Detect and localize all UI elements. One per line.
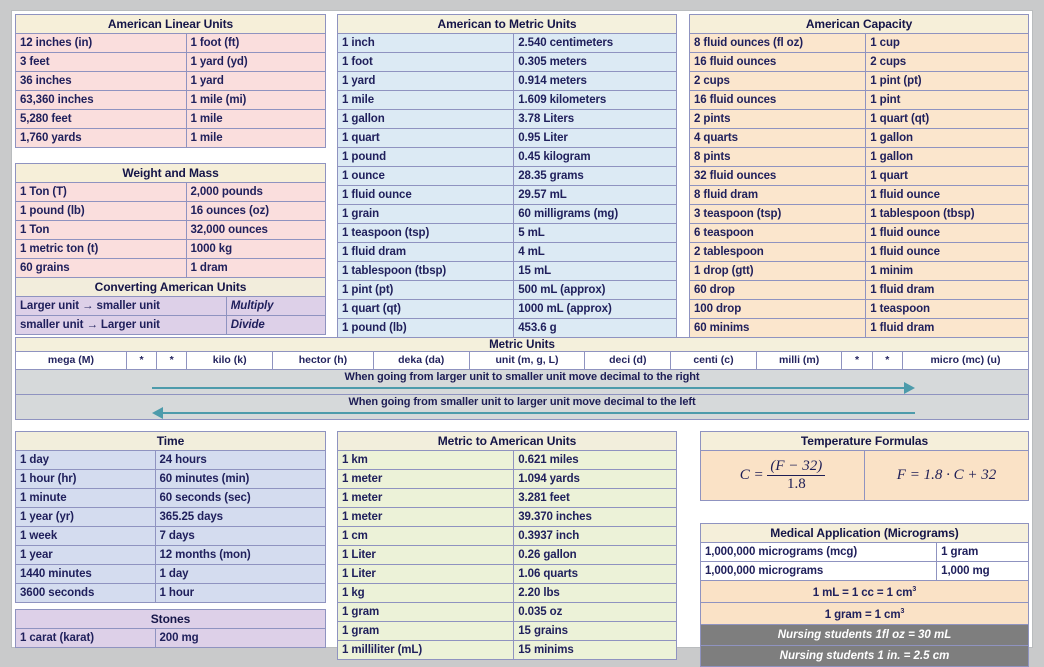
table-row: 32 fluid ounces 1 quart <box>690 167 1029 186</box>
arrow-right-label: When going from larger unit to smaller unit move decimal to the right <box>344 371 700 383</box>
section-american-capacity <box>689 14 1029 338</box>
arrow-left-head-icon <box>152 407 163 419</box>
table-row: 1 year 12 months (mon) <box>16 546 326 565</box>
celsius-fraction <box>767 458 825 493</box>
table-row <box>701 645 1029 666</box>
equiv-gram-text: 1 gram = 1 cm <box>824 608 901 621</box>
table-row: 1 milliliter (mL) 15 minims <box>338 641 677 660</box>
table-row: 5,280 feet 1 mile <box>16 110 326 129</box>
table-row: 1 minute 60 seconds (sec) <box>16 489 326 508</box>
arrow-band-left <box>15 395 1029 420</box>
table-row: 1 mile 1.609 kilometers <box>338 91 677 110</box>
table-row: 12 inches (in) 1 foot (ft) <box>16 34 326 53</box>
table-row: 1,000,000 micrograms 1,000 mg <box>701 562 1029 581</box>
table-row: 1 day 24 hours <box>16 451 326 470</box>
table-row: 1,760 yards 1 mile <box>16 129 326 148</box>
table-row: 100 drop 1 teaspoon <box>690 300 1029 319</box>
section-title-time: Time <box>16 432 326 451</box>
table-row: 1 foot 0.305 meters <box>338 53 677 72</box>
table-row: 3600 seconds 1 hour <box>16 584 326 603</box>
table-row: Larger unit → smaller unit Multiply <box>16 297 326 316</box>
section-metric-to-american <box>337 431 677 660</box>
prefix-unit: unit (m, g, L) <box>469 352 585 370</box>
section-weight-and-mass <box>15 163 326 278</box>
nursing-note-1: Nursing students 1fl oz = 30 mL <box>701 624 1029 645</box>
table-row: 1 pound (lb) 16 ounces (oz) <box>16 202 326 221</box>
prefix-kilo: kilo (k) <box>187 352 273 370</box>
table-row: 1 gram 15 grains <box>338 622 677 641</box>
table-row: 1,000,000 micrograms (mcg) 1 gram <box>701 543 1029 562</box>
table-row: 63,360 inches 1 mile (mi) <box>16 91 326 110</box>
table-row <box>701 581 1029 603</box>
table-row: 1440 minutes 1 day <box>16 565 326 584</box>
section-converting-american-units <box>15 277 326 335</box>
equiv-ml-exponent: 3 <box>912 586 917 593</box>
table-row: 16 fluid ounces 1 pint <box>690 91 1029 110</box>
nursing-note-2: Nursing students 1 in. = 2.5 cm <box>701 645 1029 666</box>
section-title-weight-mass: Weight and Mass <box>16 164 326 183</box>
section-stones <box>15 609 326 648</box>
arrow-left-line <box>163 412 915 414</box>
table-row: 2 cups 1 pint (pt) <box>690 72 1029 91</box>
formula-row <box>701 451 1029 501</box>
prefix-deci: deci (d) <box>585 352 671 370</box>
table-row: 1 pound 0.45 kilogram <box>338 148 677 167</box>
table-row: 60 grains 1 dram <box>16 259 326 278</box>
section-metric-units <box>15 337 1029 420</box>
table-row: 4 quarts 1 gallon <box>690 129 1029 148</box>
section-title-temperature: Temperature Formulas <box>701 432 1029 451</box>
arrow-right-line <box>152 387 904 389</box>
prefix-blank-3: * <box>842 352 872 370</box>
arrow-right-head-icon <box>904 382 915 394</box>
section-title-stones: Stones <box>16 610 326 629</box>
equiv-gram-exponent: 3 <box>900 607 905 615</box>
table-row: 1 metric ton (t) 1000 kg <box>16 240 326 259</box>
table-row: 1 pint (pt) 500 mL (approx) <box>338 281 677 300</box>
celsius-lhs: C = <box>739 466 764 483</box>
section-temperature-formulas <box>700 431 1029 501</box>
prefix-milli: milli (m) <box>756 352 842 370</box>
table-row: 1 meter 39.370 inches <box>338 508 677 527</box>
table-row: 1 meter 3.281 feet <box>338 489 677 508</box>
prefix-deka: deka (da) <box>373 352 469 370</box>
table-row: 1 Ton (T) 2,000 pounds <box>16 183 326 202</box>
table-row: 1 fluid dram 4 mL <box>338 243 677 262</box>
section-title-american-linear: American Linear Units <box>16 15 326 34</box>
prefix-blank-2: * <box>157 352 187 370</box>
fahrenheit-formula: F = 1.8 · C + 32 <box>865 451 1029 501</box>
table-row: 1 gram 0.035 oz <box>338 603 677 622</box>
equiv-ml-text: 1 mL = 1 cc = 1 cm <box>812 586 913 599</box>
section-title-american-capacity: American Capacity <box>690 15 1029 34</box>
prefix-micro: micro (mc) (u) <box>902 352 1028 370</box>
celsius-numerator: (F − 32) <box>767 458 825 476</box>
equiv-ml-row <box>701 581 1029 603</box>
table-row: 8 pints 1 gallon <box>690 148 1029 167</box>
celsius-denominator: 1.8 <box>786 476 806 492</box>
table-row: 6 teaspoon 1 fluid ounce <box>690 224 1029 243</box>
section-title-converting: Converting American Units <box>16 278 326 297</box>
table-row: 1 kg 2.20 lbs <box>338 584 677 603</box>
section-american-to-metric <box>337 14 677 338</box>
equiv-gram-row <box>701 602 1029 624</box>
table-row: 1 Liter 1.06 quarts <box>338 565 677 584</box>
table-row: 3 teaspoon (tsp) 1 tablespoon (tbsp) <box>690 205 1029 224</box>
metric-prefix-row <box>16 352 1029 370</box>
table-row <box>701 624 1029 645</box>
section-title-american-to-metric: American to Metric Units <box>338 15 677 34</box>
table-row: 8 fluid dram 1 fluid ounce <box>690 186 1029 205</box>
table-row: 60 drop 1 fluid dram <box>690 281 1029 300</box>
table-row: 36 inches 1 yard <box>16 72 326 91</box>
table-row: 60 minims 1 fluid dram <box>690 319 1029 338</box>
table-row: 1 fluid ounce 29.57 mL <box>338 186 677 205</box>
table-row: smaller unit → Larger unit Divide <box>16 316 326 335</box>
section-title-medical: Medical Application (Micrograms) <box>701 524 1029 543</box>
section-title-metric-units: Metric Units <box>15 337 1029 352</box>
table-row: 2 pints 1 quart (qt) <box>690 110 1029 129</box>
prefix-mega: mega (M) <box>16 352 127 370</box>
table-row: 1 year (yr) 365.25 days <box>16 508 326 527</box>
table-row: 8 fluid ounces (fl oz) 1 cup <box>690 34 1029 53</box>
table-row: 16 fluid ounces 2 cups <box>690 53 1029 72</box>
table-row: 1 carat (karat) 200 mg <box>16 629 326 648</box>
table-row: 2 tablespoon 1 fluid ounce <box>690 243 1029 262</box>
section-american-linear-units <box>15 14 326 148</box>
table-row <box>701 602 1029 624</box>
section-medical-application <box>700 523 1029 667</box>
table-row: 1 inch 2.540 centimeters <box>338 34 677 53</box>
table-row: 1 gallon 3.78 Liters <box>338 110 677 129</box>
table-row: 1 hour (hr) 60 minutes (min) <box>16 470 326 489</box>
table-row: 1 yard 0.914 meters <box>338 72 677 91</box>
table-row: 1 drop (gtt) 1 minim <box>690 262 1029 281</box>
arrow-left-label: When going from smaller unit to larger unit move decimal to the left <box>348 396 696 408</box>
section-time <box>15 431 326 603</box>
section-title-metric-to-american: Metric to American Units <box>338 432 677 451</box>
table-row: 1 teaspoon (tsp) 5 mL <box>338 224 677 243</box>
table-row: 3 feet 1 yard (yd) <box>16 53 326 72</box>
table-row: 1 meter 1.094 yards <box>338 470 677 489</box>
celsius-formula <box>701 451 865 501</box>
prefix-centi: centi (c) <box>671 352 757 370</box>
table-row: 1 cm 0.3937 inch <box>338 527 677 546</box>
table-row: 1 Ton 32,000 ounces <box>16 221 326 240</box>
table-row: 1 ounce 28.35 grams <box>338 167 677 186</box>
conversion-chart-sheet <box>11 10 1033 662</box>
table-row: 1 grain 60 milligrams (mg) <box>338 205 677 224</box>
table-row: 1 quart (qt) 1000 mL (approx) <box>338 300 677 319</box>
table-row: 1 Liter 0.26 gallon <box>338 546 677 565</box>
table-row: 1 week 7 days <box>16 527 326 546</box>
table-row: 1 quart 0.95 Liter <box>338 129 677 148</box>
table-row: 1 km 0.621 miles <box>338 451 677 470</box>
prefix-blank-1: * <box>126 352 156 370</box>
table-row: 1 tablespoon (tbsp) 15 mL <box>338 262 677 281</box>
table-row: 1 pound (lb) 453.6 g <box>338 319 677 338</box>
prefix-hector: hector (h) <box>273 352 374 370</box>
prefix-blank-4: * <box>872 352 902 370</box>
arrow-band-right <box>15 370 1029 395</box>
